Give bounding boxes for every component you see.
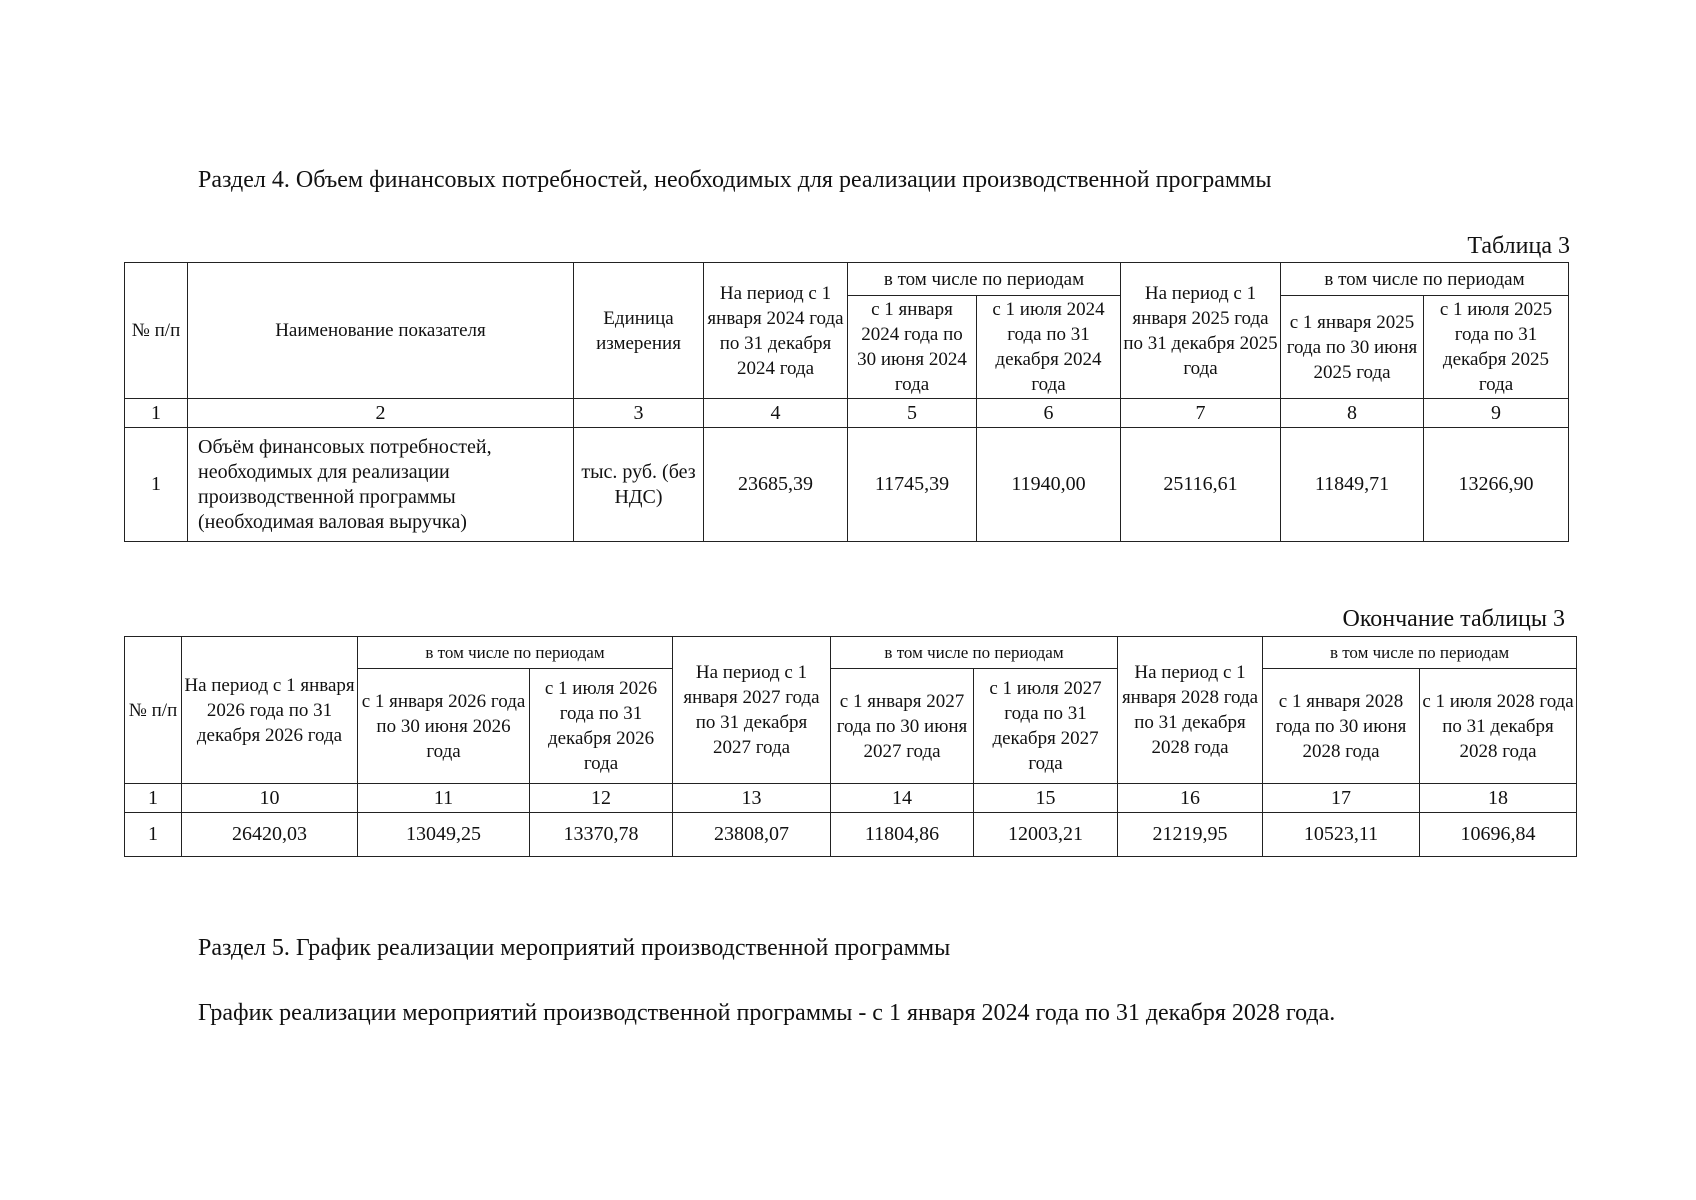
value-cell: 26420,03 [182,813,358,857]
header-name: Наименование показателя [188,263,574,399]
col-number: 8 [1281,399,1424,428]
header-h2-2027: с 1 июля 2027 года по 31 декабря 2027 года [974,669,1118,784]
row-num: 1 [125,428,188,542]
table-row [125,428,1569,542]
section5-title: Раздел 5. График реализации мероприятий производственной программы [198,935,951,961]
header-subperiods-2028: в том числе по периодам [1263,637,1577,669]
col-number: 5 [848,399,977,428]
header-subperiods-2024: в том числе по периодам [848,263,1121,296]
col-number: 18 [1420,784,1577,813]
table2 [124,636,1577,857]
table1-caption: Таблица 3 [1467,233,1570,259]
value-cell: 25116,61 [1121,428,1281,542]
value-cell: 10696,84 [1420,813,1577,857]
value-cell: 11940,00 [977,428,1121,542]
col-number: 15 [974,784,1118,813]
header-h1-2024: с 1 января 2024 года по 30 июня 2024 года [848,296,977,399]
table1 [124,262,1569,542]
header-h2-2024: с 1 июля 2024 года по 31 декабря 2024 года [977,296,1121,399]
header-h1-2028: с 1 января 2028 года по 30 июня 2028 года [1263,669,1420,784]
col-number: 10 [182,784,358,813]
col-number: 16 [1118,784,1263,813]
header-subperiods-2026: в том числе по периодам [358,637,673,669]
section4-title: Раздел 4. Объем финансовых потребностей, необходимых для реализации производственной программы [198,167,1272,193]
value-cell: 13049,25 [358,813,530,857]
value-cell: 21219,95 [1118,813,1263,857]
value-cell: 23685,39 [704,428,848,542]
header-period-2025: На период с 1 января 2025 года по 31 декабря 2025 года [1121,263,1281,399]
value-cell: 13370,78 [530,813,673,857]
header-period-2028: На период с 1 января 2028 года по 31 декабря 2028 года [1118,637,1263,784]
row-num: 1 [125,813,182,857]
col-number: 11 [358,784,530,813]
col-number: 6 [977,399,1121,428]
col-number: 2 [188,399,574,428]
col-number: 4 [704,399,848,428]
header-period-2024: На период с 1 января 2024 года по 31 декабря 2024 года [704,263,848,399]
header-subperiods-2025: в том числе по периодам [1281,263,1569,296]
col-number: 1 [125,784,182,813]
table-row [125,813,1577,857]
col-number: 1 [125,399,188,428]
col-number: 3 [574,399,704,428]
header-h1-2025: с 1 января 2025 года по 30 июня 2025 года [1281,296,1424,399]
value-cell: 11849,71 [1281,428,1424,542]
col-number: 7 [1121,399,1281,428]
header-h2-2025: с 1 июля 2025 года по 31 декабря 2025 года [1424,296,1569,399]
header-h1-2026: с 1 января 2026 года по 30 июня 2026 года [358,669,530,784]
header-h2-2028: с 1 июля 2028 года по 31 декабря 2028 года [1420,669,1577,784]
row-name: Объём финансовых потребностей, необходимых для реализации производственной программы (необходимая валовая выручка) [188,428,574,542]
section5-text: График реализации мероприятий производственной программы - с 1 января 2024 года по 31 декабря 2028 года. [198,1000,1336,1026]
header-unit: Единица измерения [574,263,704,399]
value-cell: 13266,90 [1424,428,1569,542]
header-h2-2026: с 1 июля 2026 года по 31 декабря 2026 года [530,669,673,784]
header-num: № п/п [125,263,188,399]
value-cell: 12003,21 [974,813,1118,857]
header-num: № п/п [125,637,182,784]
header-h1-2027: с 1 января 2027 года по 30 июня 2027 года [831,669,974,784]
value-cell: 11804,86 [831,813,974,857]
col-number: 14 [831,784,974,813]
value-cell: 11745,39 [848,428,977,542]
col-number: 17 [1263,784,1420,813]
col-number: 12 [530,784,673,813]
col-number: 13 [673,784,831,813]
col-number: 9 [1424,399,1569,428]
table2-caption: Окончание таблицы 3 [1342,606,1565,632]
value-cell: 23808,07 [673,813,831,857]
header-period-2026: На период с 1 января 2026 года по 31 декабря 2026 года [182,637,358,784]
value-cell: 10523,11 [1263,813,1420,857]
row-unit: тыс. руб. (без НДС) [574,428,704,542]
header-period-2027: На период с 1 января 2027 года по 31 декабря 2027 года [673,637,831,784]
header-subperiods-2027: в том числе по периодам [831,637,1118,669]
